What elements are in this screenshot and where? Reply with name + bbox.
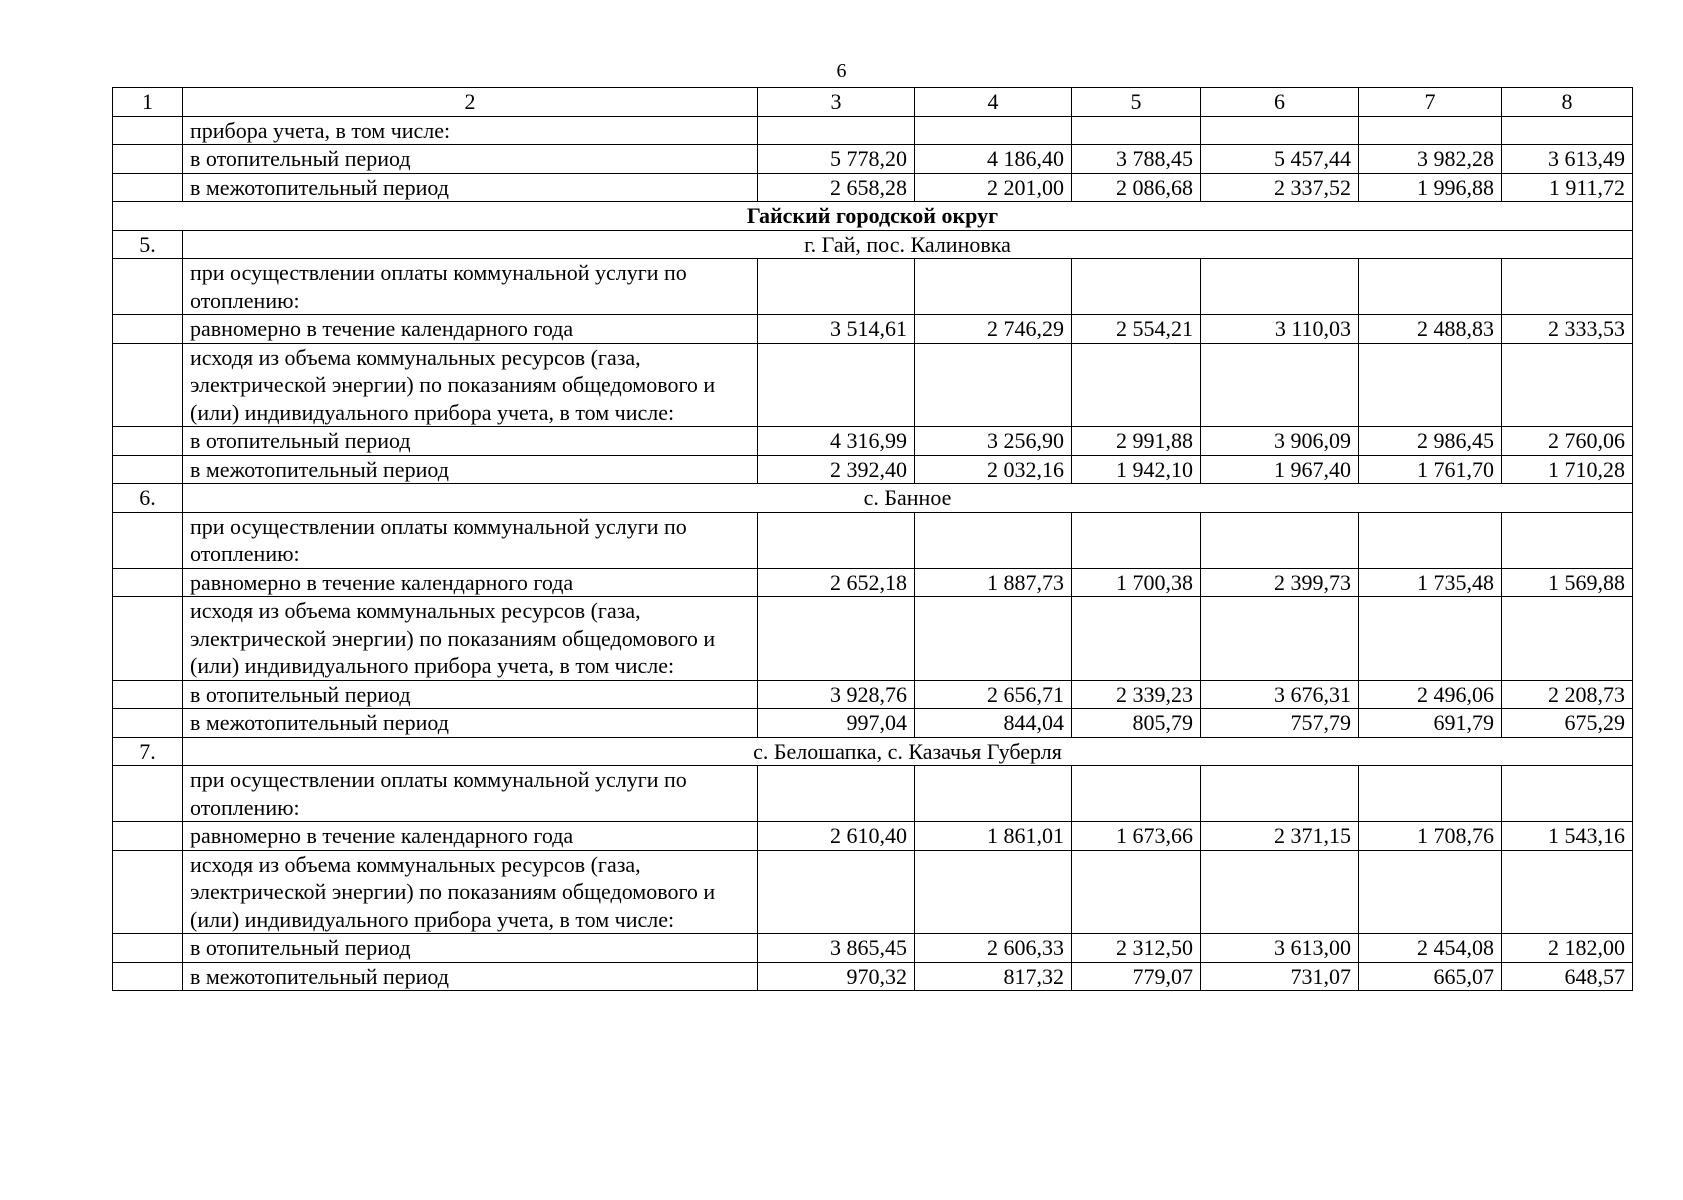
row-number-empty	[113, 259, 183, 315]
table-row	[113, 568, 1633, 597]
table-row	[113, 850, 1633, 934]
value-cell	[1359, 766, 1502, 822]
table-row	[113, 597, 1633, 681]
value-cell: 2 488,83	[1359, 315, 1502, 344]
column-header: 3	[758, 88, 915, 117]
value-cell: 2 371,15	[1201, 822, 1359, 851]
value-cell	[758, 850, 915, 934]
row-description: в межотопительный период	[183, 455, 758, 484]
value-cell	[915, 766, 1072, 822]
row-number-empty	[113, 709, 183, 738]
value-cell	[1502, 850, 1633, 934]
table-row	[113, 455, 1633, 484]
column-header: 6	[1201, 88, 1359, 117]
row-number-empty	[113, 343, 183, 427]
value-cell	[915, 512, 1072, 568]
column-header: 8	[1502, 88, 1633, 117]
value-cell	[1502, 766, 1633, 822]
value-cell	[1072, 766, 1201, 822]
value-cell	[1359, 597, 1502, 681]
value-cell	[1072, 597, 1201, 681]
value-cell	[1502, 343, 1633, 427]
column-header: 7	[1359, 88, 1502, 117]
value-cell: 5 778,20	[758, 145, 915, 174]
value-cell: 5 457,44	[1201, 145, 1359, 174]
value-cell: 691,79	[1359, 709, 1502, 738]
value-cell: 2 986,45	[1359, 427, 1502, 456]
value-cell: 2 610,40	[758, 822, 915, 851]
row-number-empty	[113, 962, 183, 991]
value-cell: 844,04	[915, 709, 1072, 738]
value-cell	[1201, 512, 1359, 568]
value-cell	[1502, 116, 1633, 145]
value-cell: 757,79	[1201, 709, 1359, 738]
column-header: 2	[183, 88, 758, 117]
table-row	[113, 427, 1633, 456]
value-cell: 1 761,70	[1359, 455, 1502, 484]
value-cell: 665,07	[1359, 962, 1502, 991]
value-cell	[915, 850, 1072, 934]
value-cell	[1072, 512, 1201, 568]
value-cell: 3 788,45	[1072, 145, 1201, 174]
value-cell	[1359, 850, 1502, 934]
value-cell: 2 606,33	[915, 934, 1072, 963]
value-cell: 805,79	[1072, 709, 1201, 738]
value-cell	[915, 343, 1072, 427]
row-description: прибора учета, в том числе:	[183, 116, 758, 145]
value-cell: 1 710,28	[1502, 455, 1633, 484]
value-cell	[1502, 259, 1633, 315]
value-cell	[1201, 850, 1359, 934]
row-number-empty	[113, 315, 183, 344]
value-cell: 2 760,06	[1502, 427, 1633, 456]
row-number: 6.	[113, 484, 183, 513]
value-cell: 997,04	[758, 709, 915, 738]
value-cell: 2 392,40	[758, 455, 915, 484]
value-cell: 2 182,00	[1502, 934, 1633, 963]
row-description: в отопительный период	[183, 934, 758, 963]
value-cell	[1201, 597, 1359, 681]
row-description: при осуществлении оплаты коммунальной услуги по отоплению:	[183, 512, 758, 568]
table-row	[113, 145, 1633, 174]
row-number: 5.	[113, 230, 183, 259]
region-heading: Гайский городской округ	[113, 202, 1633, 231]
row-description: при осуществлении оплаты коммунальной услуги по отоплению:	[183, 766, 758, 822]
row-number-empty	[113, 822, 183, 851]
value-cell: 3 906,09	[1201, 427, 1359, 456]
column-header: 5	[1072, 88, 1201, 117]
row-description: равномерно в течение календарного года	[183, 315, 758, 344]
value-cell	[915, 597, 1072, 681]
row-description: при осуществлении оплаты коммунальной услуги по отоплению:	[183, 259, 758, 315]
row-number: 7.	[113, 737, 183, 766]
row-number-empty	[113, 934, 183, 963]
value-cell: 2 652,18	[758, 568, 915, 597]
value-cell: 3 865,45	[758, 934, 915, 963]
value-cell	[758, 116, 915, 145]
table-row	[113, 709, 1633, 738]
row-description: исходя из объема коммунальных ресурсов (газа, электрической энергии) по показаниям общедомового и (или) индивидуального прибора учета, в том числе:	[183, 597, 758, 681]
value-cell: 3 613,00	[1201, 934, 1359, 963]
row-number-empty	[113, 766, 183, 822]
value-cell: 3 613,49	[1502, 145, 1633, 174]
row-number-empty	[113, 512, 183, 568]
row-description: в межотопительный период	[183, 173, 758, 202]
value-cell: 2 086,68	[1072, 173, 1201, 202]
value-cell	[1359, 116, 1502, 145]
value-cell: 2 312,50	[1072, 934, 1201, 963]
value-cell: 2 337,52	[1201, 173, 1359, 202]
value-cell	[1502, 512, 1633, 568]
value-cell: 2 208,73	[1502, 680, 1633, 709]
value-cell	[1201, 116, 1359, 145]
value-cell: 3 514,61	[758, 315, 915, 344]
value-cell: 1 861,01	[915, 822, 1072, 851]
value-cell: 2 399,73	[1201, 568, 1359, 597]
tariff-table	[112, 87, 1633, 991]
row-description: в отопительный период	[183, 427, 758, 456]
row-number-empty	[113, 597, 183, 681]
value-cell	[1201, 766, 1359, 822]
value-cell	[1359, 259, 1502, 315]
value-cell: 3 110,03	[1201, 315, 1359, 344]
value-cell: 2 333,53	[1502, 315, 1633, 344]
value-cell: 2 339,23	[1072, 680, 1201, 709]
value-cell	[1072, 343, 1201, 427]
value-cell: 970,32	[758, 962, 915, 991]
value-cell	[758, 343, 915, 427]
value-cell	[1072, 259, 1201, 315]
table-row	[113, 822, 1633, 851]
value-cell	[1072, 116, 1201, 145]
value-cell: 1 673,66	[1072, 822, 1201, 851]
row-description: исходя из объема коммунальных ресурсов (газа, электрической энергии) по показаниям общедомового и (или) индивидуального прибора учета, в том числе:	[183, 343, 758, 427]
value-cell: 1 700,38	[1072, 568, 1201, 597]
value-cell: 1 942,10	[1072, 455, 1201, 484]
value-cell: 3 256,90	[915, 427, 1072, 456]
table-row	[113, 934, 1633, 963]
value-cell: 1 569,88	[1502, 568, 1633, 597]
row-number-empty	[113, 173, 183, 202]
value-cell	[1072, 850, 1201, 934]
value-cell: 4 186,40	[915, 145, 1072, 174]
locality-name: г. Гай, пос. Калиновка	[183, 230, 1633, 259]
locality-name: с. Белошапка, с. Казачья Губерля	[183, 737, 1633, 766]
value-cell: 779,07	[1072, 962, 1201, 991]
value-cell: 1 996,88	[1359, 173, 1502, 202]
header-row	[113, 88, 1633, 117]
column-header: 1	[113, 88, 183, 117]
value-cell: 2 554,21	[1072, 315, 1201, 344]
table-row	[113, 680, 1633, 709]
row-description: в межотопительный период	[183, 962, 758, 991]
row-number-empty	[113, 145, 183, 174]
value-cell	[915, 259, 1072, 315]
table-row	[113, 962, 1633, 991]
value-cell	[1359, 343, 1502, 427]
value-cell: 3 676,31	[1201, 680, 1359, 709]
row-number-empty	[113, 568, 183, 597]
row-number-empty	[113, 116, 183, 145]
value-cell	[915, 116, 1072, 145]
locality-row	[113, 230, 1633, 259]
value-cell: 1 911,72	[1502, 173, 1633, 202]
value-cell: 817,32	[915, 962, 1072, 991]
value-cell: 2 658,28	[758, 173, 915, 202]
value-cell	[1502, 597, 1633, 681]
row-description: исходя из объема коммунальных ресурсов (газа, электрической энергии) по показаниям общедомового и (или) индивидуального прибора учета, в том числе:	[183, 850, 758, 934]
table-row	[113, 512, 1633, 568]
row-number-empty	[113, 850, 183, 934]
table-row	[113, 315, 1633, 344]
value-cell: 1 735,48	[1359, 568, 1502, 597]
table-row	[113, 343, 1633, 427]
locality-row	[113, 737, 1633, 766]
value-cell	[758, 259, 915, 315]
row-description: равномерно в течение календарного года	[183, 822, 758, 851]
value-cell: 648,57	[1502, 962, 1633, 991]
row-description: в отопительный период	[183, 680, 758, 709]
value-cell	[1201, 259, 1359, 315]
row-description: в отопительный период	[183, 145, 758, 174]
value-cell: 1 967,40	[1201, 455, 1359, 484]
value-cell: 2 746,29	[915, 315, 1072, 344]
locality-name: с. Банное	[183, 484, 1633, 513]
locality-row	[113, 484, 1633, 513]
value-cell: 2 656,71	[915, 680, 1072, 709]
value-cell: 1 708,76	[1359, 822, 1502, 851]
row-number-empty	[113, 427, 183, 456]
value-cell	[1359, 512, 1502, 568]
value-cell: 1 543,16	[1502, 822, 1633, 851]
value-cell: 1 887,73	[915, 568, 1072, 597]
value-cell	[758, 597, 915, 681]
table-row	[113, 766, 1633, 822]
table-row	[113, 259, 1633, 315]
value-cell	[758, 512, 915, 568]
table-body	[113, 88, 1633, 991]
table-row	[113, 173, 1633, 202]
value-cell: 675,29	[1502, 709, 1633, 738]
value-cell: 2 454,08	[1359, 934, 1502, 963]
value-cell: 3 982,28	[1359, 145, 1502, 174]
column-header: 4	[915, 88, 1072, 117]
value-cell: 4 316,99	[758, 427, 915, 456]
value-cell: 3 928,76	[758, 680, 915, 709]
value-cell: 2 201,00	[915, 173, 1072, 202]
row-description: равномерно в течение календарного года	[183, 568, 758, 597]
value-cell: 731,07	[1201, 962, 1359, 991]
row-number-empty	[113, 680, 183, 709]
region-heading-row	[113, 202, 1633, 231]
value-cell: 2 496,06	[1359, 680, 1502, 709]
table-row	[113, 116, 1633, 145]
page-number: 6	[836, 60, 847, 82]
row-description: в межотопительный период	[183, 709, 758, 738]
value-cell: 2 032,16	[915, 455, 1072, 484]
row-number-empty	[113, 455, 183, 484]
value-cell	[1201, 343, 1359, 427]
value-cell: 2 991,88	[1072, 427, 1201, 456]
value-cell	[758, 766, 915, 822]
